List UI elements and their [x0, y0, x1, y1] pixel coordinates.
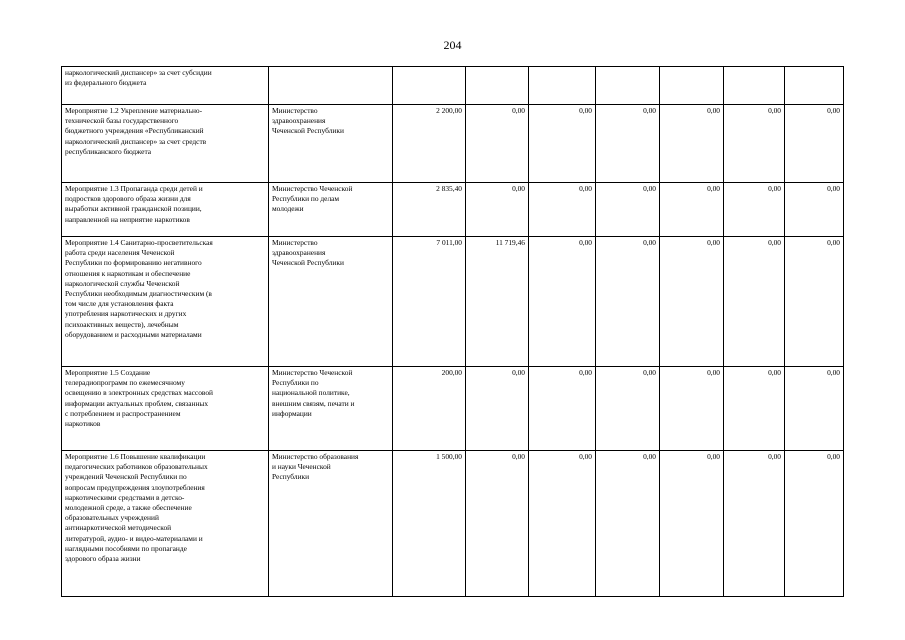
amount-cell: 0,00 — [785, 367, 844, 451]
executor-cell: Министерство Чеченской Республики по делам молодежи — [269, 183, 393, 237]
amount-cell — [596, 67, 660, 105]
amount-cell: 0,00 — [724, 105, 785, 183]
table-row — [62, 237, 844, 367]
amount-cell: 0,00 — [596, 105, 660, 183]
table-row — [62, 183, 844, 237]
executor-cell: Министерство здравоохранения Чеченской Республики — [269, 105, 393, 183]
executor-cell: Министерство Чеченской Республики по национальной политике, внешним связям, печати и информации — [269, 367, 393, 451]
amount-cell: 0,00 — [529, 367, 596, 451]
amount-cell: 0,00 — [660, 183, 724, 237]
amount-cell: 7 011,00 — [393, 237, 466, 367]
amount-cell: 0,00 — [724, 451, 785, 597]
amount-cell: 0,00 — [466, 105, 529, 183]
amount-cell: 11 719,46 — [466, 237, 529, 367]
amount-cell: 0,00 — [660, 237, 724, 367]
amount-cell: 0,00 — [724, 367, 785, 451]
measure-cell: наркологический диспансер» за счет субсидии из федерального бюджета — [62, 67, 269, 105]
amount-cell: 0,00 — [785, 451, 844, 597]
amount-cell: 0,00 — [660, 451, 724, 597]
table-row — [62, 451, 844, 597]
measure-cell: Мероприятие 1.6 Повышение квалификации педагогических работников образовательных учреждений Чеченской Республики по вопросам предупреждения злоупотребления наркотическими средствами в детско- молодежной среде, а также обеспечение образовательных учреждений антинаркотической методической литературой, аудио- и видео-материалами и наглядными пособиями по пропаганде здорового образа жизни — [62, 451, 269, 597]
amount-cell: 0,00 — [596, 367, 660, 451]
amount-cell: 0,00 — [529, 237, 596, 367]
amount-cell: 0,00 — [724, 183, 785, 237]
amount-cell: 0,00 — [529, 451, 596, 597]
table-body — [62, 67, 844, 597]
amount-cell: 0,00 — [785, 237, 844, 367]
table-row — [62, 105, 844, 183]
amount-cell: 0,00 — [529, 183, 596, 237]
amount-cell: 0,00 — [596, 451, 660, 597]
amount-cell: 0,00 — [785, 105, 844, 183]
table-row — [62, 367, 844, 451]
table-row — [62, 67, 844, 105]
amount-cell — [393, 67, 466, 105]
amount-cell — [466, 67, 529, 105]
amount-cell: 0,00 — [529, 105, 596, 183]
executor-cell: Министерство образования и науки Чеченской Республики — [269, 451, 393, 597]
amount-cell — [660, 67, 724, 105]
measure-cell: Мероприятие 1.5 Создание телерадиопрограмм по ежемесячному освещению в электронных средствах массовой информации актуальных проблем, связанных с потреблением и распространением наркотиков — [62, 367, 269, 451]
page-number: 204 — [443, 38, 462, 52]
amount-cell — [785, 67, 844, 105]
budget-table — [61, 66, 844, 597]
amount-cell: 0,00 — [724, 237, 785, 367]
amount-cell: 0,00 — [466, 367, 529, 451]
measure-cell: Мероприятие 1.4 Санитарно-просветительская работа среди населения Чеченской Республики по формированию негативного отношения к наркотикам и обеспечение наркологической службы Чеченской Республики необходимым диагностическим (в том числе для установления факта употребления наркотических и других психоактивных веществ), лечебным оборудованием и расходными материалами — [62, 237, 269, 367]
amount-cell: 0,00 — [466, 451, 529, 597]
amount-cell: 0,00 — [785, 183, 844, 237]
amount-cell: 0,00 — [660, 367, 724, 451]
executor-cell — [269, 67, 393, 105]
amount-cell — [529, 67, 596, 105]
amount-cell: 2 835,40 — [393, 183, 466, 237]
amount-cell: 0,00 — [596, 183, 660, 237]
executor-cell: Министерство здравоохранения Чеченской Республики — [269, 237, 393, 367]
amount-cell: 1 500,00 — [393, 451, 466, 597]
amount-cell: 0,00 — [466, 183, 529, 237]
amount-cell — [724, 67, 785, 105]
amount-cell: 0,00 — [596, 237, 660, 367]
amount-cell: 0,00 — [660, 105, 724, 183]
amount-cell: 200,00 — [393, 367, 466, 451]
measure-cell: Мероприятие 1.2 Укрепление материально- технической базы государственного бюджетного учреждения «Республиканский наркологический диспансер» за счет средств республиканского бюджета — [62, 105, 269, 183]
measure-cell: Мероприятие 1.3 Пропаганда среди детей и подростков здорового образа жизни для выработки активной гражданской позиции, направленной на неприятие наркотиков — [62, 183, 269, 237]
amount-cell: 2 200,00 — [393, 105, 466, 183]
